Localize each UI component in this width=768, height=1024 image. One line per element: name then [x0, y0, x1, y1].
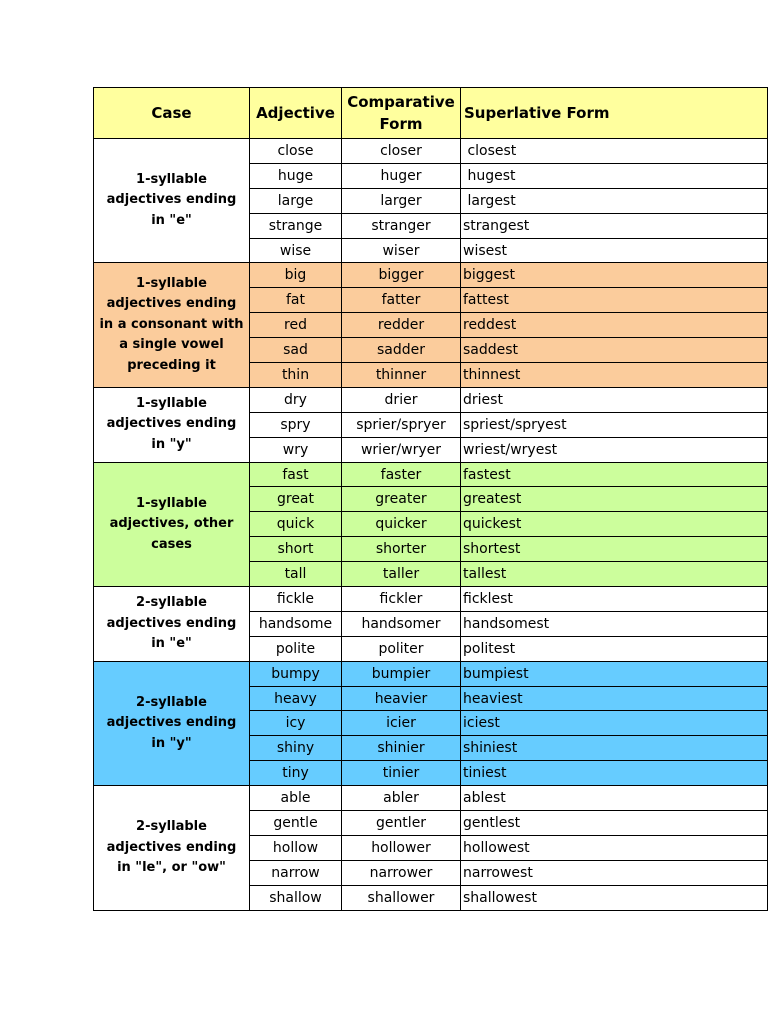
comparative-cell: politer	[342, 636, 461, 661]
adjective-cell: fast	[250, 462, 342, 487]
superlative-cell: tallest	[461, 562, 768, 587]
superlative-cell: fattest	[461, 288, 768, 313]
adjective-cell: short	[250, 537, 342, 562]
superlative-cell: ablest	[461, 786, 768, 811]
superlative-cell: saddest	[461, 338, 768, 363]
comparative-cell: gentler	[342, 811, 461, 836]
adjective-cell: shiny	[250, 736, 342, 761]
comparative-cell: icier	[342, 711, 461, 736]
case-cell: 2-syllable adjectives ending in "y"	[94, 661, 250, 785]
adjective-forms-table	[93, 87, 768, 911]
table-row	[94, 462, 768, 487]
adjective-cell: spry	[250, 412, 342, 437]
superlative-cell: closest	[461, 139, 768, 164]
comparative-cell: heavier	[342, 686, 461, 711]
comparative-cell: quicker	[342, 512, 461, 537]
comparative-cell: handsomer	[342, 611, 461, 636]
adjective-cell: huge	[250, 163, 342, 188]
superlative-cell: shiniest	[461, 736, 768, 761]
header-case: Case	[94, 88, 250, 139]
superlative-cell: tiniest	[461, 761, 768, 786]
comparative-cell: fickler	[342, 587, 461, 612]
adjective-cell: fickle	[250, 587, 342, 612]
superlative-cell: fastest	[461, 462, 768, 487]
superlative-cell: wisest	[461, 238, 768, 263]
superlative-cell: shortest	[461, 537, 768, 562]
superlative-cell: wriest/wryest	[461, 437, 768, 462]
case-cell: 2-syllable adjectives ending in "e"	[94, 587, 250, 662]
comparative-cell: thinner	[342, 363, 461, 388]
superlative-cell: hugest	[461, 163, 768, 188]
comparative-cell: drier	[342, 387, 461, 412]
comparative-cell: huger	[342, 163, 461, 188]
superlative-cell: bumpiest	[461, 661, 768, 686]
comparative-cell: larger	[342, 188, 461, 213]
table-row	[94, 263, 768, 288]
comparative-cell: abler	[342, 786, 461, 811]
comparative-cell: tinier	[342, 761, 461, 786]
superlative-cell: gentlest	[461, 811, 768, 836]
header-comparative: Comparative Form	[342, 88, 461, 139]
table-row	[94, 661, 768, 686]
adjective-cell: close	[250, 139, 342, 164]
adjective-cell: quick	[250, 512, 342, 537]
table-row	[94, 587, 768, 612]
superlative-cell: iciest	[461, 711, 768, 736]
superlative-cell: ficklest	[461, 587, 768, 612]
adjective-cell: shallow	[250, 885, 342, 910]
comparative-cell: shorter	[342, 537, 461, 562]
superlative-cell: reddest	[461, 313, 768, 338]
adjective-cell: dry	[250, 387, 342, 412]
comparative-cell: bumpier	[342, 661, 461, 686]
table-row	[94, 387, 768, 412]
comparative-cell: shinier	[342, 736, 461, 761]
comparative-cell: redder	[342, 313, 461, 338]
comparative-cell: closer	[342, 139, 461, 164]
case-cell: 2-syllable adjectives ending in "le", or "ow"	[94, 786, 250, 910]
comparative-cell: hollower	[342, 835, 461, 860]
superlative-cell: driest	[461, 387, 768, 412]
header-row	[94, 88, 768, 139]
adjective-cell: gentle	[250, 811, 342, 836]
adjective-cell: wise	[250, 238, 342, 263]
superlative-cell: strangest	[461, 213, 768, 238]
superlative-cell: thinnest	[461, 363, 768, 388]
adjective-cell: able	[250, 786, 342, 811]
adjective-cell: great	[250, 487, 342, 512]
superlative-cell: heaviest	[461, 686, 768, 711]
superlative-cell: largest	[461, 188, 768, 213]
adjective-cell: tall	[250, 562, 342, 587]
case-cell: 1-syllable adjectives ending in "e"	[94, 139, 250, 263]
adjective-cell: handsome	[250, 611, 342, 636]
comparative-cell: greater	[342, 487, 461, 512]
comparative-cell: narrower	[342, 860, 461, 885]
comparative-cell: fatter	[342, 288, 461, 313]
case-cell: 1-syllable adjectives, other cases	[94, 462, 250, 586]
superlative-cell: handsomest	[461, 611, 768, 636]
superlative-cell: greatest	[461, 487, 768, 512]
adjective-cell: sad	[250, 338, 342, 363]
superlative-cell: politest	[461, 636, 768, 661]
adjective-cell: red	[250, 313, 342, 338]
superlative-cell: hollowest	[461, 835, 768, 860]
comparative-cell: wiser	[342, 238, 461, 263]
adjective-cell: wry	[250, 437, 342, 462]
header-superlative: Superlative Form	[461, 88, 768, 139]
adjective-cell: icy	[250, 711, 342, 736]
superlative-cell: shallowest	[461, 885, 768, 910]
comparative-cell: stranger	[342, 213, 461, 238]
adjective-cell: large	[250, 188, 342, 213]
case-cell: 1-syllable adjectives ending in "y"	[94, 387, 250, 462]
adjective-cell: thin	[250, 363, 342, 388]
superlative-cell: narrowest	[461, 860, 768, 885]
case-cell: 1-syllable adjectives ending in a consonant with a single vowel preceding it	[94, 263, 250, 387]
table-body	[94, 139, 768, 911]
table-row	[94, 786, 768, 811]
adjective-cell: big	[250, 263, 342, 288]
table-row	[94, 139, 768, 164]
comparative-cell: sadder	[342, 338, 461, 363]
adjective-cell: hollow	[250, 835, 342, 860]
comparative-cell: faster	[342, 462, 461, 487]
adjective-cell: polite	[250, 636, 342, 661]
adjective-cell: narrow	[250, 860, 342, 885]
comparative-cell: taller	[342, 562, 461, 587]
superlative-cell: quickest	[461, 512, 768, 537]
adjective-cell: bumpy	[250, 661, 342, 686]
adjective-cell: tiny	[250, 761, 342, 786]
comparative-cell: shallower	[342, 885, 461, 910]
comparative-cell: sprier/spryer	[342, 412, 461, 437]
header-adjective: Adjective	[250, 88, 342, 139]
adjective-cell: strange	[250, 213, 342, 238]
adjective-cell: heavy	[250, 686, 342, 711]
comparative-cell: wrier/wryer	[342, 437, 461, 462]
adjective-cell: fat	[250, 288, 342, 313]
comparative-cell: bigger	[342, 263, 461, 288]
superlative-cell: spriest/spryest	[461, 412, 768, 437]
superlative-cell: biggest	[461, 263, 768, 288]
